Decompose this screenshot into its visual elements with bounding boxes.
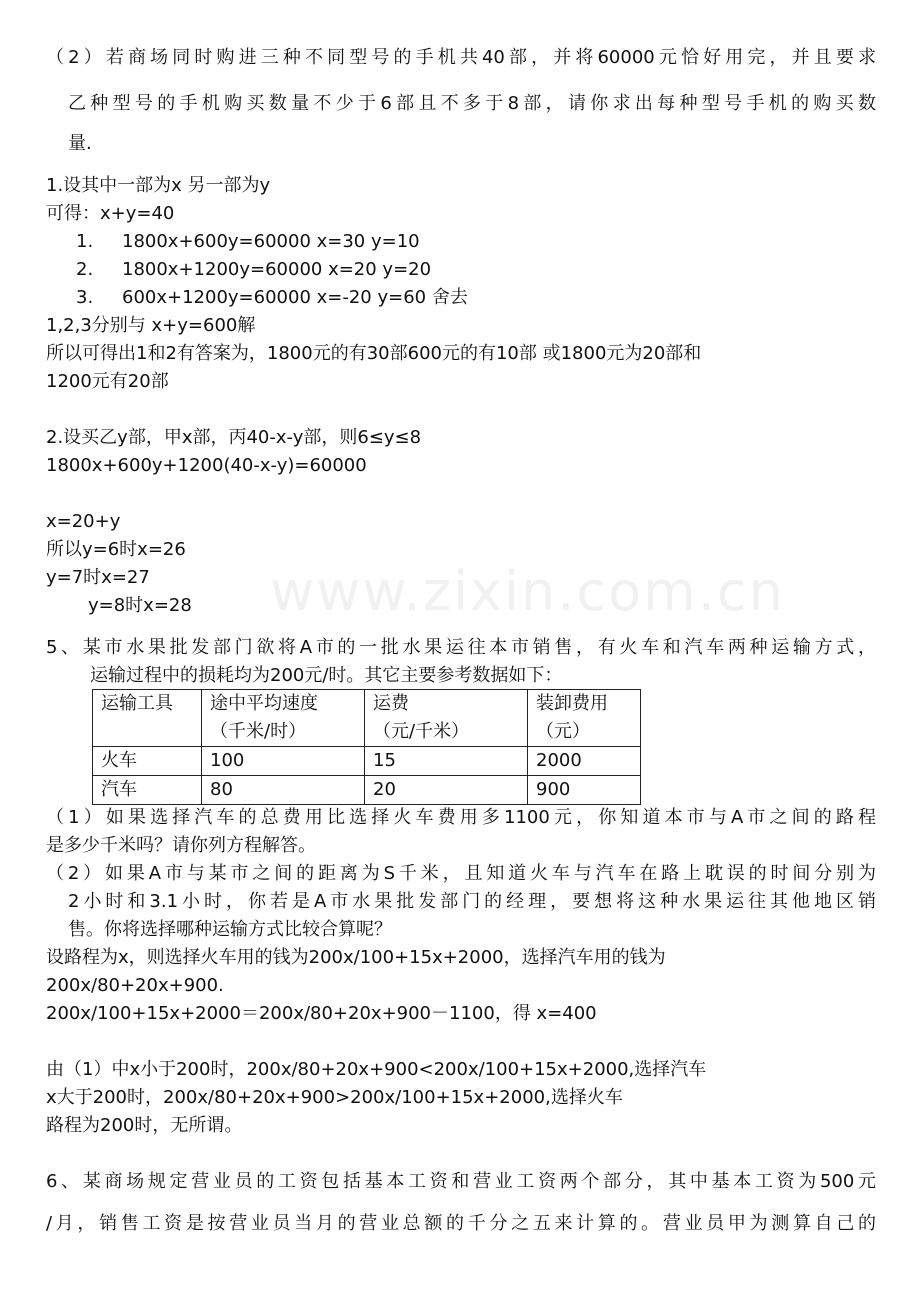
q2-line-2: 乙种型号的手机购买数量不少于6部且不多于8部，请你求出每种型号手机的购买数 [68,93,876,114]
p6-line-2: /月，销售工资是按营业员当月的营业总额的千分之五来计算的。营业员甲为测算自己的 [46,1213,876,1234]
table-cell: 15 [365,747,528,776]
sol2-line-3: x=20+y [46,511,121,532]
case-text: 600x+1200y=60000 x=-20 y=60 舍去 [122,287,468,308]
sol2-line-4: 所以y=6时x=26 [46,539,186,560]
case-number: 2. [76,259,94,280]
sol1-intro: 1.设其中一部为x 另一部为y [46,175,271,196]
table-cell: 20 [365,776,528,805]
sol1-case-2 [76,256,431,284]
p5-solution-5: x大于200时，200x/80+20x+900>200x/100+15x+2000,选择火车 [46,1087,623,1108]
p5-solution-1: 设路程为x，则选择火车用的钱为200x/100+15x+2000，选择汽车用的钱为 [46,947,666,968]
table-cell: 2000 [528,747,641,776]
table-header-cell: 运费 （元/千米） [365,690,528,747]
table-header-cell: 运输工具 [93,690,202,747]
p5-question-1a: （1）如果选择汽车的总费用比选择火车费用多1100元，你知道本市与A市之间的路程 [46,807,876,828]
sol1-line-2: 所以可得出1和2有答案为，1800元的有30部600元的有10部 或1800元为20部和 [46,343,702,364]
case-text: 1800x+600y=60000 x=30 y=10 [122,231,420,252]
table-header-cell: 装卸费用 （元） [528,690,641,747]
sol2-line-1: 2.设买乙y部，甲x部，丙40-x-y部，则6≤y≤8 [46,427,422,448]
sol2-line-2: 1800x+600y+1200(40-x-y)=60000 [46,455,367,476]
table-row [93,776,641,805]
q2-line-1: （2）若商场同时购进三种不同型号的手机共40部，并将60000元恰好用完，并且要求 [46,47,876,68]
watermark: www.zixin.com.cn [270,560,785,623]
p5-question-2c: 售。你将选择哪种运输方式比较合算呢？ [68,919,392,940]
p6-line-1: 6、某商场规定营业员的工资包括基本工资和营业工资两个部分，其中基本工资为500元 [46,1171,876,1192]
p5-solution-4: 由（1）中x小于200时，200x/80+20x+900<200x/100+15x+2000,选择汽车 [46,1059,707,1080]
sol2-line-5: y=7时x=27 [46,567,150,588]
case-number: 3. [76,287,94,308]
p5-line-2: 运输过程中的损耗均为200元/时。其它主要参考数据如下： [90,665,563,686]
p5-solution-3: 200x/100+15x+2000＝200x/80+20x+900－1100，得 x=400 [46,1003,597,1024]
sol1-line-1: 1,2,3分别与 x+y=600解 [46,315,256,336]
p5-solution-2: 200x/80+20x+900. [46,975,224,996]
sol1-equation: 可得：x+y=40 [46,203,175,224]
transport-data-table [92,689,641,805]
p5-question-1b: 是多少千米吗？请你列方程解答。 [46,835,316,856]
p5-solution-6: 路程为200时，无所谓。 [46,1115,243,1136]
p5-question-2a: （2）如果A市与某市之间的距离为S千米，且知道火车与汽车在路上耽误的时间分别为 [46,863,876,884]
case-number: 1. [76,231,94,252]
sol1-case-1 [76,228,420,256]
q2-line-3: 量. [68,133,92,154]
table-cell: 900 [528,776,641,805]
table-cell: 80 [202,776,365,805]
table-header-row [93,690,641,747]
sol2-line-6: y=8时x=28 [88,595,192,616]
table-cell: 汽车 [93,776,202,805]
p5-line-1: 5、某市水果批发部门欲将A市的一批水果运往本市销售，有火车和汽车两种运输方式， [46,637,876,658]
sol1-case-3 [76,284,468,312]
table-cell: 100 [202,747,365,776]
table-cell: 火车 [93,747,202,776]
p5-question-2b: 2小时和3.1小时，你若是A市水果批发部门的经理，要想将这种水果运往其他地区销 [68,891,876,912]
case-text: 1800x+1200y=60000 x=20 y=20 [122,259,432,280]
table-header-cell: 途中平均速度 （千米/时） [202,690,365,747]
table-row [93,747,641,776]
sol1-line-3: 1200元有20部 [46,371,169,392]
